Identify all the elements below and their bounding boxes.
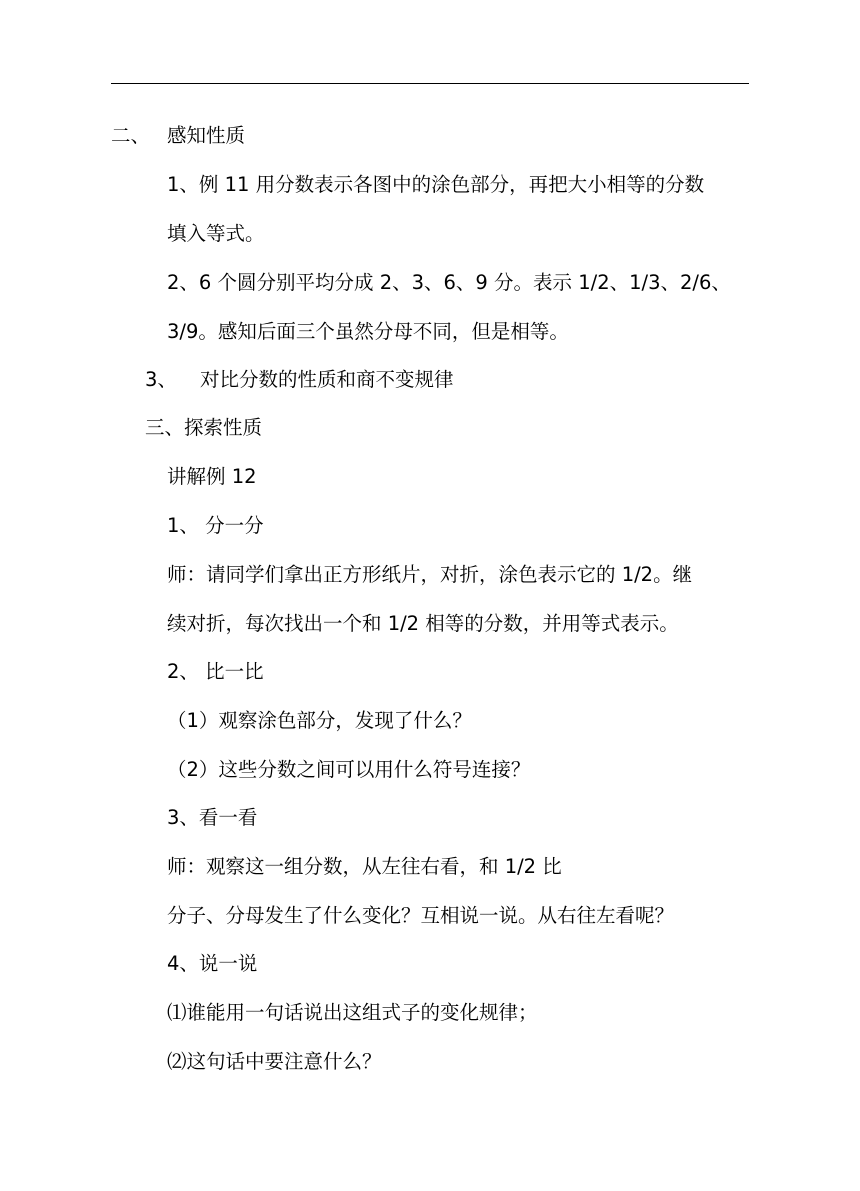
paragraph-line: 1、例 11 用分数表示各图中的涂色部分，再把大小相等的分数 xyxy=(167,173,705,196)
item-3-number: 3、 xyxy=(145,368,177,391)
paragraph-line: 师：请同学们拿出正方形纸片，对折，涂色表示它的 1/2。继 xyxy=(167,563,693,586)
paragraph-line: 分子、分母发生了什么变化？互相说一说。从右往左看呢？ xyxy=(167,904,675,927)
header-rule xyxy=(111,83,749,84)
sub-heading: 2、 比一比 xyxy=(167,660,264,683)
paragraph-line: （1）观察涂色部分，发现了什么？ xyxy=(167,709,472,732)
paragraph-line: 填入等式。 xyxy=(167,222,265,245)
sub-heading: 4、说一说 xyxy=(167,952,258,975)
section-3-heading: 三、探索性质 xyxy=(145,416,263,439)
paragraph-line: （2）这些分数之间可以用什么符号连接？ xyxy=(167,758,531,781)
sub-heading: 1、 分一分 xyxy=(167,514,264,537)
paragraph-line: ⑵这句话中要注意什么？ xyxy=(167,1050,382,1073)
paragraph-line: ⑴谁能用一句话说出这组式子的变化规律； xyxy=(167,1001,538,1024)
section-2-title: 感知性质 xyxy=(167,124,246,147)
item-3-title: 对比分数的性质和商不变规律 xyxy=(200,368,454,391)
paragraph-line: 师：观察这一组分数，从左往右看，和 1/2 比 xyxy=(167,855,562,878)
sub-heading: 3、看一看 xyxy=(167,806,258,829)
paragraph-line: 2、6 个圆分别平均分成 2、3、6、9 分。表示 1/2、1/3、2/6、 xyxy=(167,271,731,294)
section-2-number: 二、 xyxy=(111,124,151,147)
paragraph-line: 续对折，每次找出一个和 1/2 相等的分数，并用等式表示。 xyxy=(167,612,679,635)
paragraph-line: 3/9。感知后面三个虽然分母不同，但是相等。 xyxy=(167,320,569,343)
paragraph-line: 讲解例 12 xyxy=(167,465,257,488)
